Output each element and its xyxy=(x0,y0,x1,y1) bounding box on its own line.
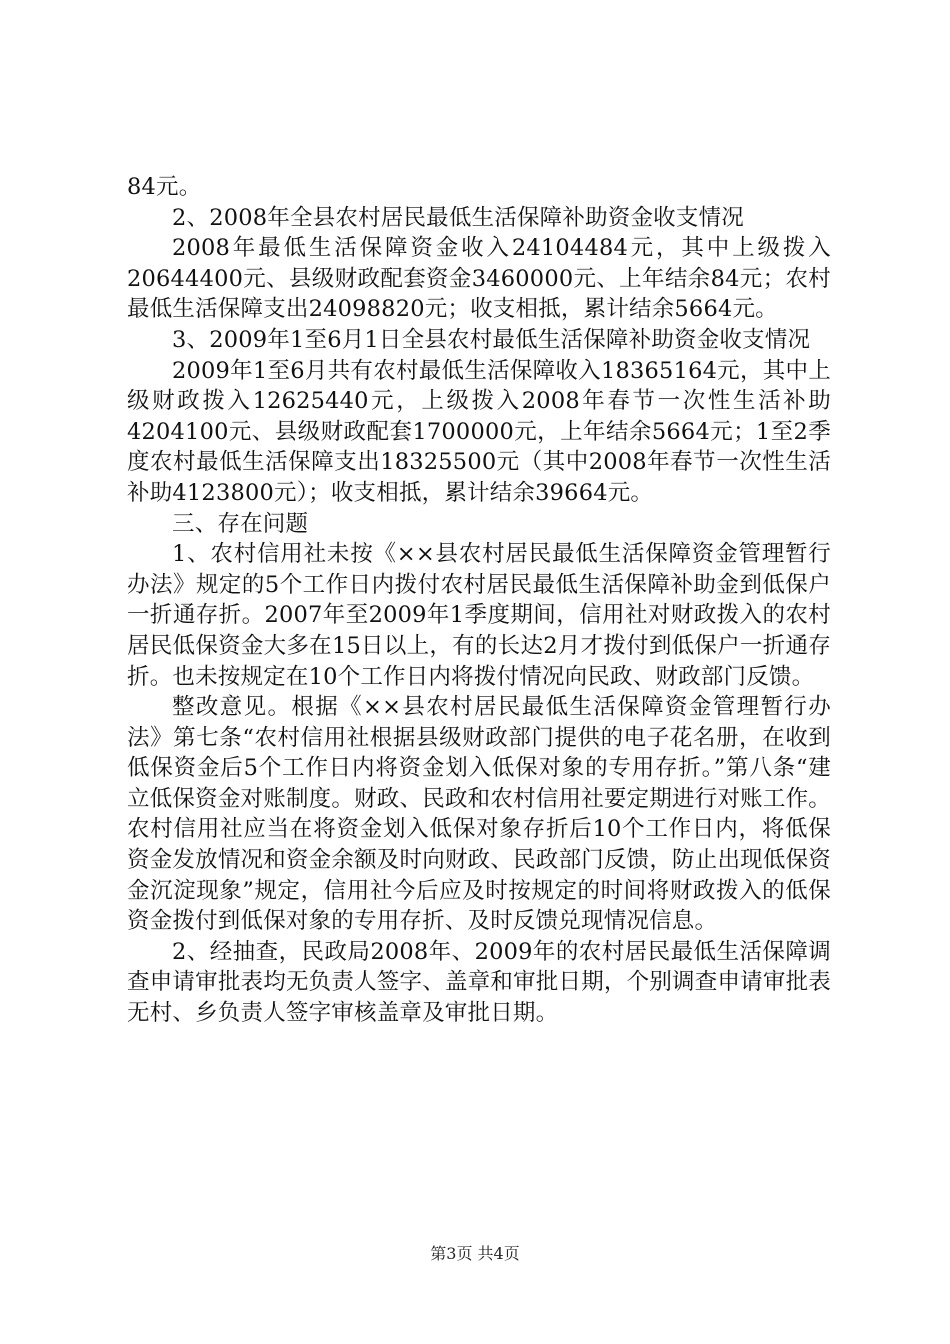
section-heading-problems: 三、存在问题 xyxy=(172,510,309,537)
document-body xyxy=(127,172,831,1029)
paragraph-problem-1: 1、农村信用社未按《××县农村居民最低生活保障资金管理暂行办法》规定的5个工作日内拨付农村居民最低生活保障补助金到低保户一折通存折。2007年至2009年1季度期间，信用社对财政拨入的农村居民低保资金大多在15日以上，有的长达2月才拨付到低保户一折通存折。也未按规定在10个工作日内将拨付情况向民政、财政部门反馈。 xyxy=(127,541,831,690)
paragraph-2008-income: 2008年最低生活保障资金收入24104484元，其中上级拨入20644400元、县级财政配套资金3460000元、上年结余84元；农村最低生活保障支出24098820元；收支相抵，累计结余5664元。 xyxy=(127,235,831,323)
paragraph-rectification: 整改意见。根据《××县农村居民最低生活保障资金管理暂行办法》第七条“农村信用社根据县级财政部门提供的电子花名册，在收到低保资金后5个工作日内将资金划入低保对象的专用存折。”第八条“建立低保资金对账制度。财政、民政和农村信用社要定期进行对账工作。农村信用社应当在将资金划入低保对象存折后10个工作日内，将低保资金发放情况和资金余额及时向财政、民政部门反馈，防止出现低保资金沉淀现象”规定，信用社今后应及时按规定的时间将财政拨入的低保资金拨付到低保对象的专用存折、及时反馈兑现情况信息。 xyxy=(127,694,831,935)
section-heading-2009: 3、2009年1至6月1日全县农村最低生活保障补助资金收支情况 xyxy=(172,326,811,353)
paragraph-2009-income: 2009年1至6月共有农村最低生活保障收入18365164元，其中上级财政拨入12625440元，上级拨入2008年春节一次性生活补助4204100元、县级财政配套1700000元，上年结余5664元；1至2季度农村最低生活保障支出18325500元（其中2008年春节一次性生活补助4123800元）；收支相抵，累计结余39664元。 xyxy=(127,357,831,506)
paragraph-continuation: 84元。 xyxy=(127,174,202,200)
paragraph-problem-2: 2、经抽查，民政局2008年、2009年的农村居民最低生活保障调查申请审批表均无负责人签字、盖章和审批日期，个别调查申请审批表无村、乡负责人签字审核盖章及审批日期。 xyxy=(127,938,831,1027)
page-footer: 第3页 共4页 xyxy=(430,1244,520,1263)
section-heading-2008: 2、2008年全县农村居民最低生活保障补助资金收支情况 xyxy=(172,204,744,231)
